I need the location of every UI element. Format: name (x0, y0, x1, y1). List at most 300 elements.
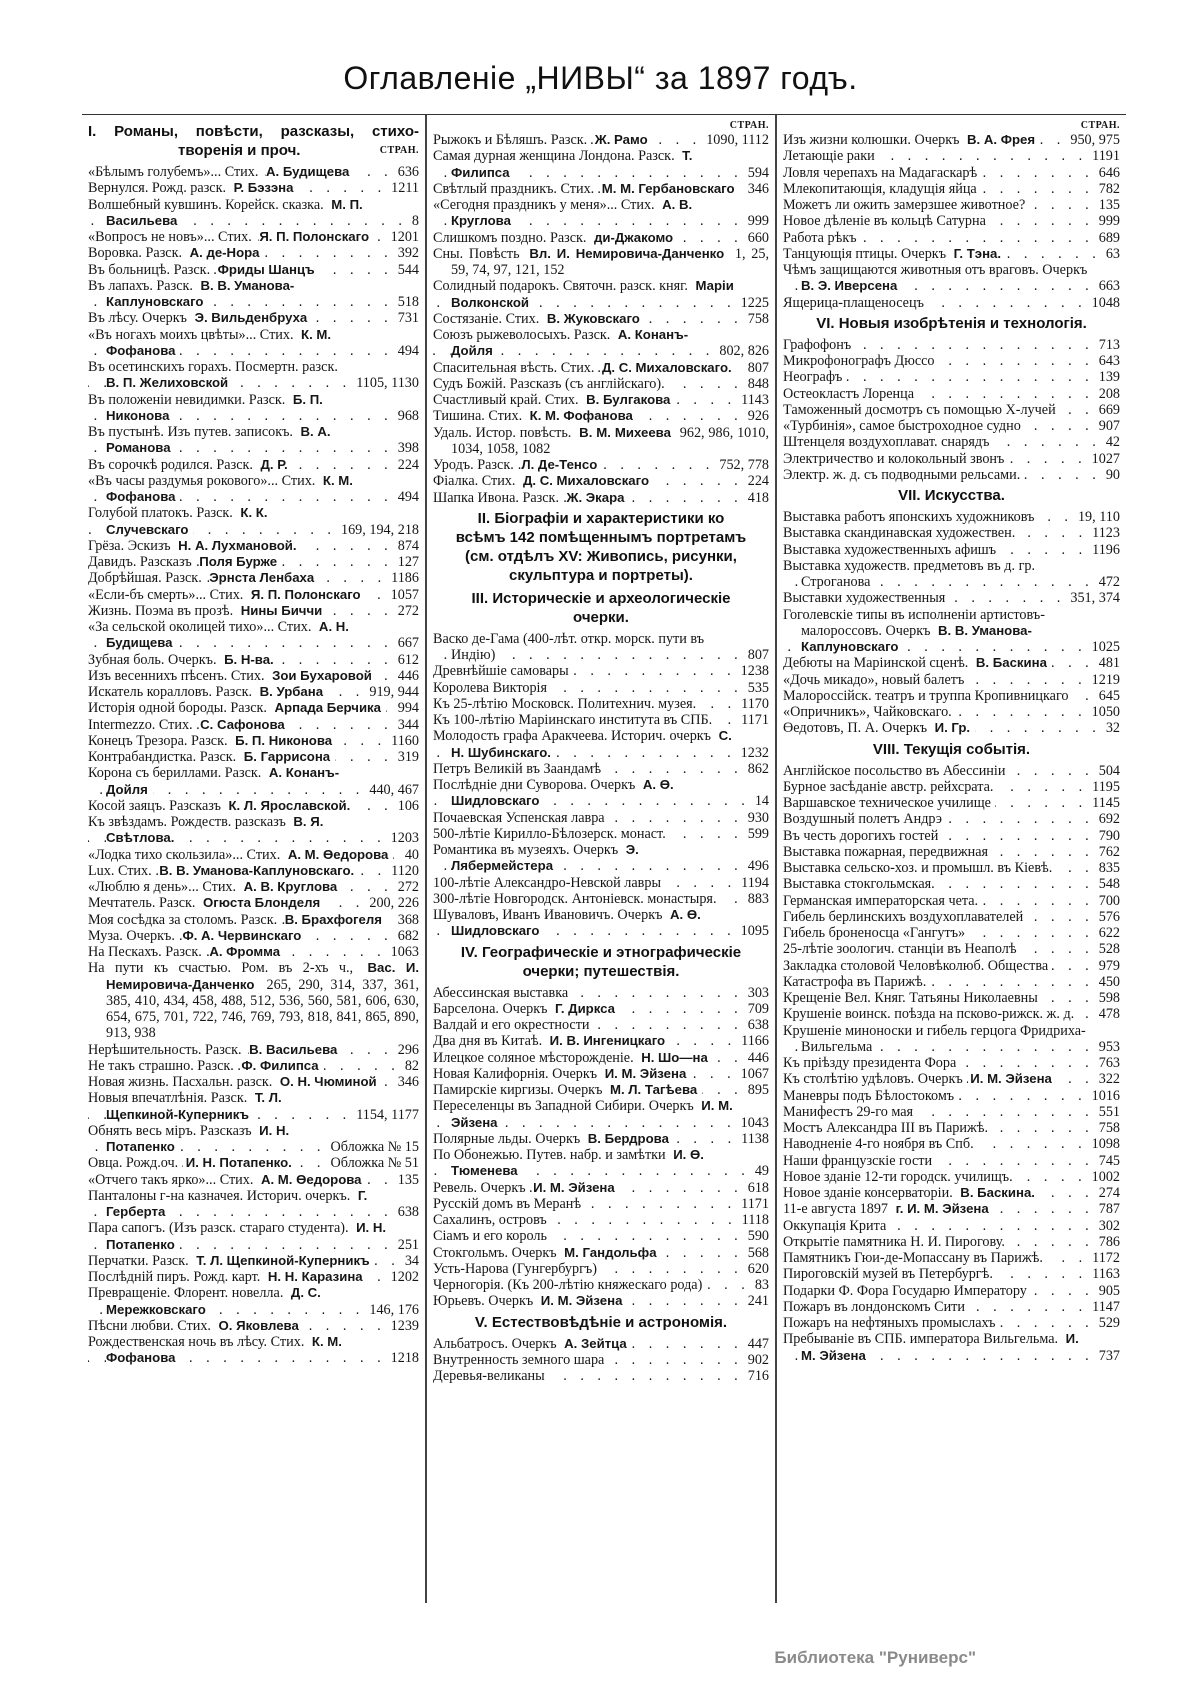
toc-entry (88, 587, 419, 603)
toc-entry (433, 663, 769, 679)
entry-pages: 32 (1105, 720, 1120, 737)
entry-title: «Въ ногахъ моихъ цвѣты»... Стих. (88, 327, 298, 343)
entry-title: 11-е августа 1897 (783, 1201, 892, 1217)
entry-title: 25-лѣтіе зоологич. станціи въ Неаполѣ (783, 941, 1021, 957)
entry-pages: 49 (754, 1163, 769, 1180)
entry-author: Вл. И. Немировича-Данченко (529, 246, 729, 261)
entry-title: Неографъ (783, 369, 846, 385)
entry-text (783, 132, 1065, 148)
entry-author: А. Н. Будищева (106, 619, 349, 651)
toc-entry (783, 1023, 1120, 1056)
entry-title: Корона съ бериллами. Разск. (88, 765, 265, 781)
section-heading-line: очерки; путешествія. (522, 962, 680, 980)
entry-author: Г. Тэна. (954, 246, 1006, 261)
entry-author: А. Зейтца (564, 1336, 632, 1351)
entry-text (88, 814, 386, 847)
entry-pages: 919, 944 (369, 684, 419, 700)
entry-title: Деревья-великаны (433, 1368, 549, 1384)
entry-pages: 447 (747, 1335, 769, 1352)
entry-text (88, 505, 336, 538)
entry-title: Пара сапогъ. (Изъ разск. стараго студента). (88, 1220, 353, 1236)
toc-entry (88, 912, 419, 928)
entry-author: А. М. Өедорова (288, 847, 394, 862)
entry-pages: 1145 (1092, 795, 1120, 811)
entry-author: В. А. Романова (106, 424, 331, 456)
entry-title: Өедотовъ, П. А. Очеркъ (783, 720, 931, 736)
toc-entry (433, 311, 769, 327)
entry-author: Н. Н. Каразина (268, 1269, 368, 1284)
entry-title: Юрьевъ. Очеркъ (433, 1293, 537, 1309)
entry-text (783, 295, 1087, 311)
toc-entry (88, 1058, 419, 1074)
toc-entry (783, 262, 1120, 295)
entry-author: В. Булгакова (586, 392, 675, 407)
toc-entry (433, 148, 769, 181)
toc-entry (783, 763, 1120, 779)
entry-title: Электричество и колокольный звонъ (783, 451, 1008, 467)
entry-pages: 303 (747, 984, 769, 1001)
entry-text (88, 863, 386, 879)
toc-entry (88, 733, 419, 749)
toc-entry (88, 1318, 419, 1334)
entry-author: К. М. Фофанова (106, 326, 332, 358)
entry-pages: 274 (1098, 1185, 1120, 1201)
entry-title: На пути къ счастью. Ром. въ 2-хъ ч., (88, 960, 357, 976)
entry-pages: 835 (1098, 860, 1120, 876)
entry-pages: 787 (1098, 1201, 1120, 1218)
entry-pages: 926 (747, 408, 769, 425)
entry-title: Новыя впечатлѣнія. Разск. (88, 1090, 251, 1106)
entry-pages: 709 (747, 1000, 769, 1017)
entry-text (433, 631, 743, 664)
entry-author: В. Э. Иверсена (801, 278, 902, 293)
entry-title: Обнять весь міръ. Разсказъ (88, 1123, 256, 1139)
entry-pages: 979 (1098, 957, 1120, 974)
entry-pages: 643 (1098, 353, 1120, 369)
toc-entry (433, 907, 769, 940)
entry-title: Древнѣйшіе самовары (433, 663, 573, 679)
entry-title: Нерѣшительность. Разск. (88, 1042, 246, 1058)
section-heading (783, 314, 1120, 333)
entry-text (783, 1136, 1087, 1152)
entry-author: В. Урбана (260, 684, 328, 699)
entry-title: «Въ часы раздумья рокового»... Стих. (88, 473, 319, 489)
entry-pages: 1239 (390, 1317, 419, 1334)
entry-title: Барселона. Очеркъ (433, 1001, 551, 1017)
toc-entry (783, 181, 1120, 197)
entry-title: Стокгольмъ. Очеркъ (433, 1245, 561, 1261)
entry-text (88, 327, 393, 360)
entry-pages: 618 (747, 1179, 769, 1196)
entry-text (88, 912, 393, 928)
entry-text (783, 672, 1087, 688)
entry-author: И. Н. Потапенко (106, 1122, 290, 1154)
entry-pages: 1016 (1091, 1087, 1120, 1104)
entry-author: В. Брахфогеля (285, 912, 387, 927)
entry-title: Петръ Великій въ Заандамѣ (433, 761, 605, 777)
entry-text (88, 668, 393, 684)
entry-title: Intermezzo. Стих. (88, 717, 197, 733)
entry-title: Усть-Нарова (Гунгербургъ) (433, 1261, 601, 1277)
entry-title: Наши французскіе гости (783, 1153, 936, 1169)
entry-text (783, 1055, 1094, 1071)
entry-title: Катастрофа въ Парижѣ. (783, 974, 930, 990)
entry-author: А. Ө. Шидловскаго (451, 907, 701, 939)
entry-author: Б. Гаррисона (244, 749, 335, 764)
toc-entry (783, 720, 1120, 736)
entry-author: Т. Л. Щепкиной-Куперникъ (106, 1090, 282, 1122)
entry-author: Г. Диркса (555, 1001, 620, 1016)
entry-title: «Сегодня праздникъ у меня»... Стих. (433, 197, 659, 213)
toc-entry (88, 1123, 419, 1156)
entry-title: Почаевская Успенская лавра (433, 810, 609, 826)
entry-pages: 667 (397, 635, 419, 652)
entry-author: И. М. Эйзена (541, 1293, 628, 1308)
entry-title: Союзъ рыжеволосыхъ. Разск. (433, 327, 614, 343)
entry-pages: 1160 (391, 732, 419, 749)
entry-pages: 296 (397, 1041, 419, 1058)
toc-entry (433, 360, 769, 376)
entry-author: Я. П. Полонскаго (251, 587, 366, 602)
entry-author: Д. С. Михаловскаго. (602, 360, 737, 375)
entry-pages: 790 (1098, 827, 1120, 844)
toc-entry (433, 985, 769, 1001)
section-heading-line: V. Естествовѣдѣніе и астрономія. (474, 1313, 728, 1331)
entry-pages: 907 (1098, 418, 1120, 434)
entry-pages: 346 (747, 180, 769, 197)
toc-entry (783, 688, 1120, 704)
entry-title: Крушеніе миноноски и гибель герцога Фридриха-Вильгельма (783, 1022, 1086, 1055)
toc-entry (783, 1120, 1120, 1136)
entry-text (88, 164, 393, 180)
entry-title: 300-лѣтіе Новгородск. Антоніевск. монастыря. (433, 891, 721, 907)
toc-entry (783, 386, 1120, 402)
toc-entry (433, 761, 769, 777)
section-heading (88, 122, 419, 160)
entry-title: Фіалка. Стих. (433, 473, 519, 489)
entry-title: «Бѣлымъ голубемъ»... Стих. (88, 164, 262, 180)
entry-text (783, 1283, 1094, 1299)
page-column-label: СТРАН. (1080, 120, 1120, 131)
entry-text (783, 197, 1094, 213)
entry-pages: 994 (397, 700, 419, 717)
entry-pages: 344 (397, 716, 419, 733)
entry-text (433, 1033, 736, 1049)
entry-title: Рыжокъ и Бѣляшъ. Разск. (433, 132, 591, 148)
entry-pages: 999 (1098, 213, 1120, 230)
toc-entry (433, 1261, 769, 1277)
entry-title: Въ лѣсу. Очеркъ (88, 310, 191, 326)
entry-title: Гибель берлинскихъ воздухоплавателей (783, 909, 1027, 925)
entry-text (88, 1155, 325, 1171)
entry-title: Два дня въ Китаѣ. (433, 1033, 546, 1049)
toc-entry (88, 197, 419, 230)
entry-text (783, 607, 1087, 656)
entry-pages: 1171 (741, 1195, 769, 1212)
entry-text (88, 1123, 325, 1156)
entry-author: А. Фромма (209, 944, 285, 959)
entry-text (433, 1277, 750, 1293)
entry-text (433, 1180, 743, 1196)
entry-title: «За сельской околицей тихо»... Стих. (88, 619, 315, 635)
entry-pages: 758 (747, 310, 769, 327)
entry-text (88, 538, 393, 554)
section-heading (433, 509, 769, 585)
entry-author: И. М. Эйзена (533, 1180, 620, 1195)
entry-text (88, 733, 386, 749)
entry-author: Ж. Рамо (595, 132, 653, 147)
entry-title: Добрѣйшая. Разск. (88, 570, 206, 586)
entry-title: Млекопитающія, кладущія яйца (783, 181, 981, 197)
entry-pages: 1171 (741, 712, 769, 728)
toc-entry (88, 895, 419, 911)
entry-text (88, 847, 400, 863)
toc-entry (88, 879, 419, 895)
entry-author: М. М. Гербановскаго (602, 181, 740, 196)
entry-title: Маневры подъ Бѣлостокомъ (783, 1088, 958, 1104)
entry-title: Пожаръ въ лондонскомъ Сити (783, 1299, 969, 1315)
entry-text (88, 245, 393, 261)
entry-pages: 472 (1098, 574, 1120, 590)
entry-title: Воздушный полетъ Андрэ (783, 811, 946, 827)
toc-entry (88, 1220, 419, 1253)
entry-pages: 548 (1098, 876, 1120, 893)
entry-title: Состязаніе. Стих. (433, 311, 543, 327)
entry-title: Новое зданіе 12-ти городск. училищъ. (783, 1169, 1017, 1185)
entry-author: И. Н. Потапенко (106, 1220, 387, 1252)
entry-text (783, 467, 1101, 483)
entry-author: В. Баскина. (960, 1185, 1040, 1200)
entry-text (88, 895, 364, 911)
entry-text (783, 974, 1094, 990)
toc-entry (433, 1147, 769, 1180)
entry-text (433, 907, 736, 940)
entry-author: А. Ө. Шидловскаго (451, 777, 674, 809)
entry-pages: 224 (747, 473, 769, 490)
entry-author: И. Н. Потапенко. (186, 1155, 297, 1170)
entry-pages: 1002 (1091, 1168, 1120, 1185)
entry-author: Огюста Блонделя (203, 895, 325, 910)
toc-entry (783, 353, 1120, 369)
entry-author: Д. С. Михаловскаго (523, 473, 654, 488)
entry-pages: 1090, 1112 (706, 132, 769, 148)
toc-entry (88, 684, 419, 700)
column-1 (82, 115, 425, 1603)
entry-title: Крушеніе воинск. поѣзда на псково-рижск. ж. д. (783, 1006, 1078, 1022)
entry-text (433, 1261, 743, 1277)
entry-pages: 1143 (741, 392, 769, 408)
entry-text (433, 132, 701, 148)
entry-text (433, 712, 736, 728)
toc-entry (433, 1131, 769, 1147)
entry-pages: 40 (404, 846, 419, 863)
toc-entry (88, 1074, 419, 1090)
entry-pages: 1025 (1091, 639, 1120, 655)
entry-text (433, 1082, 743, 1098)
section-heading-line: III. Историческіе и археологическіе (471, 589, 731, 607)
toc-entry (88, 1269, 419, 1285)
entry-title: Германская императорская чета. (783, 893, 982, 909)
section-heading-line (88, 141, 419, 160)
toc-entry (88, 538, 419, 554)
toc-entry (433, 230, 769, 246)
entry-author: Н. А. Лухмановой. (178, 538, 301, 553)
entry-text (88, 928, 393, 944)
entry-author: Вас. И. Немировича-Данченко (106, 960, 419, 992)
entry-pages: 440, 467 (369, 781, 419, 798)
entry-pages: 319 (397, 749, 419, 765)
entry-author: Я. П. Полонскаго (259, 229, 374, 244)
entry-title: Переселенцы въ Западной Сибири. Очеркъ (433, 1098, 698, 1114)
entry-title: Королева Викторія (433, 680, 551, 696)
entry-title: Илецкое соляное мѣсторожденіе. (433, 1050, 638, 1066)
entry-text (783, 704, 1087, 720)
entry-pages: 1170 (741, 695, 769, 712)
toc-entry (783, 197, 1120, 213)
toc-entry (433, 181, 769, 197)
entry-author: Т. Л. Щепкиной-Куперникъ (196, 1253, 374, 1268)
toc-entry (88, 164, 419, 180)
entry-title: Малороссійск. театръ и труппа Кропивницкаго (783, 688, 1073, 704)
page-column-label: СТРАН. (379, 145, 419, 156)
entry-author: В. Жуковскаго (547, 311, 645, 326)
toc-entry (433, 1017, 769, 1033)
entry-pages: 968 (397, 407, 419, 424)
entry-pages: 90 (1105, 466, 1120, 483)
entry-title: Въ осетинскихъ горахъ. Посмертн. разск. (88, 359, 342, 375)
entry-author: С. Сафонова (200, 717, 290, 732)
entry-title: Памирскіе киргизы. Очеркъ (433, 1082, 606, 1098)
toc-entry (433, 408, 769, 424)
entry-pages: 272 (397, 879, 419, 895)
entry-author: В. В. Уманова-Каплуновскаго (801, 622, 1032, 654)
entry-pages: 645 (1098, 687, 1120, 704)
entry-text (783, 828, 1094, 844)
entry-text (433, 1098, 736, 1131)
entry-pages: 663 (1098, 278, 1120, 295)
entry-pages: 1048 (1091, 294, 1120, 311)
entry-title: Свѣтлый праздникъ. Стих. (433, 181, 598, 197)
entry-text (433, 408, 743, 424)
entry-pages: 63 (1105, 245, 1120, 262)
toc-entry (783, 925, 1120, 941)
section-heading (783, 486, 1120, 505)
entry-title: «Отчего такъ ярко»... Стих. (88, 1172, 257, 1188)
entry-pages: 620 (747, 1260, 769, 1277)
toc-entry (433, 891, 769, 907)
toc-entry (88, 1253, 419, 1269)
toc-entry (433, 425, 769, 458)
entry-pages: 322 (1098, 1071, 1120, 1088)
entry-author: Нины Биччи (241, 603, 328, 618)
entry-text (783, 876, 1094, 892)
toc-entry (783, 337, 1120, 353)
toc-entry (88, 814, 419, 847)
entry-text (783, 688, 1094, 704)
entry-author: М. Гандольфа (564, 1245, 661, 1260)
entry-text (88, 262, 393, 278)
entry-pages: 398 (397, 440, 419, 457)
entry-text (433, 810, 743, 826)
contents-table (82, 114, 1126, 1603)
entry-text (88, 1253, 400, 1269)
toc-entry (88, 1188, 419, 1221)
entry-pages: 272 (397, 602, 419, 619)
entry-author: К. Л. Ярославской. (229, 798, 356, 813)
toc-entry (783, 909, 1120, 925)
entry-author: В. В. Уманова-Каплуновскаго (106, 277, 295, 309)
entry-text (88, 570, 386, 586)
section-heading (783, 740, 1120, 759)
toc-entry (783, 418, 1120, 434)
entry-title: Искатель коралловъ. Разск. (88, 684, 256, 700)
entry-pages: 265, 290, 314, 337, 361, 385, 410, 434, 458, 488, 512, 536, 560, 581, 606, 630, 654, 675, 701, 722, 746, 769, 793, 818, 841, 865, 890, 913, 938 (106, 976, 419, 1042)
toc-entry (433, 728, 769, 761)
entry-pages: 669 (1098, 401, 1120, 418)
toc-entry (88, 554, 419, 570)
entry-title: Голубой платокъ. Разск. (88, 505, 237, 521)
toc-entry (433, 826, 769, 842)
entry-title: «Дочь микадо», новый балетъ (783, 672, 968, 688)
toc-entry (433, 1352, 769, 1368)
toc-entry (433, 490, 769, 506)
entry-title: Къ пріѣзду президента Фора (783, 1055, 960, 1071)
toc-entry (433, 1082, 769, 1098)
entry-author: В. Баскина (976, 655, 1052, 670)
section-heading-line: (см. отдѣлъ XV: Живопись, рисунки, (465, 547, 737, 565)
entry-author: И. М. Эйзена (801, 1331, 1079, 1363)
entry-text (88, 554, 393, 570)
entry-text (88, 603, 393, 619)
entry-text (88, 765, 364, 798)
entry-pages: 1186 (391, 570, 419, 587)
toc-entry (433, 875, 769, 891)
entry-pages: 802, 826 (719, 343, 769, 360)
entry-pages: 1219 (1091, 671, 1120, 688)
entry-pages: 169, 194, 218 (340, 521, 419, 538)
entry-pages: 1050 (1091, 704, 1120, 720)
entry-pages: 953 (1098, 1038, 1120, 1055)
entry-text (783, 418, 1094, 434)
entry-title: Тишина. Стих. (433, 408, 526, 424)
page-title: Оглавленіе „НИВЫ“ за 1897 годъ. (343, 60, 858, 96)
entry-title: Сахалинъ, островъ (433, 1212, 551, 1228)
entry-text (783, 860, 1094, 876)
entry-pages: 1123 (1092, 525, 1120, 542)
section-heading-line: II. Біографіи и характеристики ко (477, 509, 725, 527)
entry-title: Мечтатель. Разск. (88, 895, 199, 911)
toc-entry (88, 863, 419, 879)
entry-text (783, 1088, 1087, 1104)
entry-title: 100-лѣтіе Александро-Невской лавры (433, 875, 665, 891)
entry-author: В. П. Желиховской (106, 375, 233, 390)
toc-entry (783, 132, 1120, 148)
entry-title: Пѣсни любви. Стих. (88, 1318, 215, 1334)
entry-text (88, 684, 364, 700)
toc-entry (88, 310, 419, 326)
entry-text (88, 1285, 364, 1318)
entry-pages: 241 (747, 1293, 769, 1310)
entry-title: Судъ Божій. Разсказъ (съ англійскаго). (433, 376, 669, 392)
entry-text (783, 1120, 1094, 1136)
entry-title: «Если-бъ смерть»... Стих. (88, 587, 247, 603)
toc-entry (783, 941, 1120, 957)
toc-entry (88, 473, 419, 506)
toc-entry (783, 434, 1120, 450)
entry-title: Васко де-Гама (400-лѣт. откр. морск. пути въ Индію) (433, 630, 705, 663)
entry-author: В. М. Михеева (579, 425, 676, 440)
entry-pages: 1105, 1130 (356, 375, 419, 392)
